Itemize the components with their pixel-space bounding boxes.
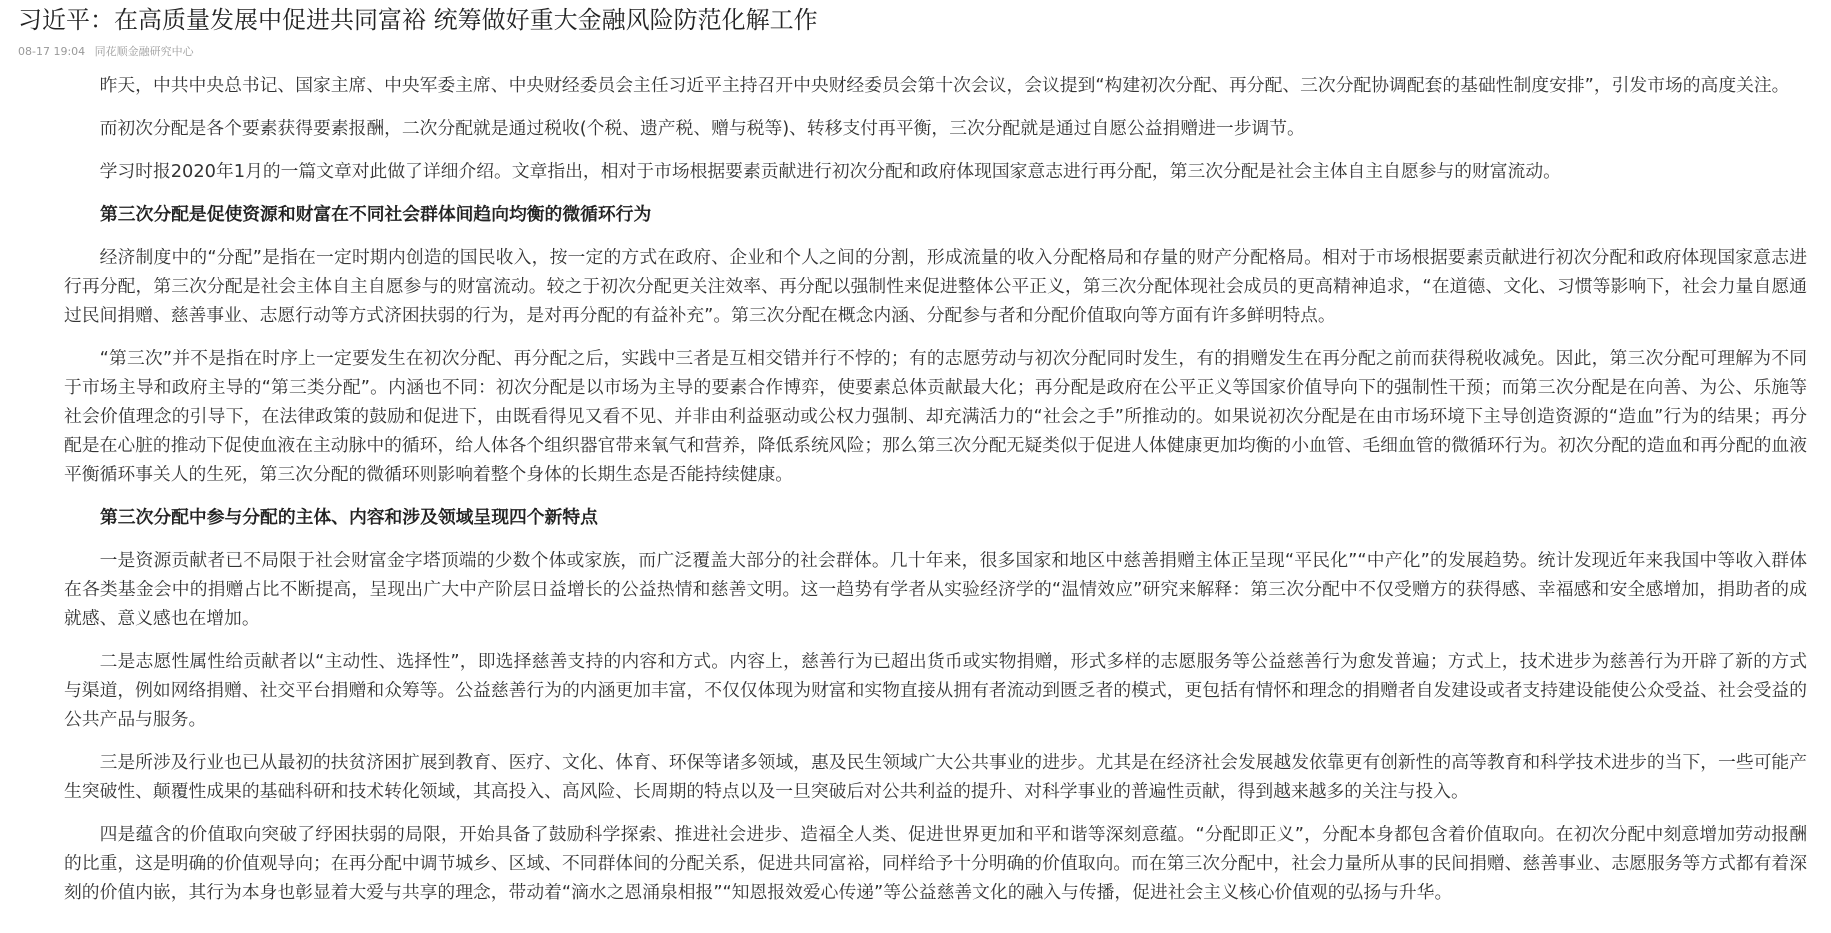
paragraph: 四是蕴含的价值取向突破了纾困扶弱的局限，开始具备了鼓励科学探索、推进社会进步、造福全人类、促进世界更加和平和谐等深刻意蕴。“分配即正义”，分配本身都包含着价值取向。在初次分配中刻意增加劳动报酬的比重，这是明确的价值观导向；在再分配中调节城乡、区域、不同群体间的分配关系，促进共同富裕，同样给予十分明确的价值取向。而在第三次分配中，社会力量所从事的民间捐赠、慈善事业、志愿服务等方式都有着深刻的价值内嵌，其行为本身也彰显着大爱与共享的理念，带动着“滴水之恩涌泉相报”“知恩报效爱心传递”等公益慈善文化的融入与传播，促进社会主义核心价值观的弘扬与升华。 (64, 824, 1807, 903)
paragraph: 经济制度中的“分配”是指在一定时期内创造的国民收入，按一定的方式在政府、企业和个人之间的分割，形成流量的收入分配格局和存量的财产分配格局。相对于市场根据要素贡献进行初次分配和政府体现国家意志进行再分配，第三次分配是社会主体自主自愿参与的财富流动。较之于初次分配更关注效率、再分配以强制性来促进整体公平正义，第三次分配体现社会成员的更高精神追求，“在道德、文化、习惯等影响下，社会力量自愿通过民间捐赠、慈善事业、志愿行动等方式济困扶弱的行为，是对再分配的有益补充”。第三次分配在概念内涵、分配参与者和分配价值取向等方面有许多鲜明特点。 (64, 247, 1807, 326)
article-title: 习近平：在高质量发展中促进共同富裕 统筹做好重大金融风险防范化解工作 (18, 6, 818, 34)
section-heading: 第三次分配中参与分配的主体、内容和涉及领域呈现四个新特点 (100, 507, 598, 528)
article-body (18, 71, 1813, 907)
paragraph: 二是志愿性属性给贡献者以“主动性、选择性”，即选择慈善支持的内容和方式。内容上，慈善行为已超出货币或实物捐赠，形式多样的志愿服务等公益慈善行为愈发普遍；方式上，技术进步为慈善行为开辟了新的方式与渠道，例如网络捐赠、社交平台捐赠和众筹等。公益慈善行为的内涵更加丰富，不仅仅体现为财富和实物直接从拥有者流动到匮乏者的模式，更包括有情怀和理念的捐赠者自发建设或者支持建设能使公众受益、社会受益的公共产品与服务。 (64, 651, 1807, 730)
source-link[interactable]: 同花顺金融研究中心 (94, 45, 194, 58)
paragraph: 一是资源贡献者已不局限于社会财富金字塔顶端的少数个体或家族，而广泛覆盖大部分的社会群体。几十年来，很多国家和地区中慈善捐赠主体正呈现“平民化”“中产化”的发展趋势。统计发现近年来我国中等收入群体在各类基金会中的捐赠占比不断提高，呈现出广大中产阶层日益增长的公益热情和慈善文明。这一趋势有学者从实验经济学的“温情效应”研究来解释：第三次分配中不仅受赠方的获得感、幸福感和安全感增加，捐助者的成就感、意义感也在增加。 (64, 550, 1807, 629)
paragraph: 而初次分配是各个要素获得要素报酬，二次分配就是通过税收(个税、遗产税、赠与税等)、转移支付再平衡，三次分配就是通过自愿公益捐赠进一步调节。 (99, 118, 1305, 139)
section-heading: 第三次分配是促使资源和财富在不同社会群体间趋向均衡的微循环行为 (100, 204, 652, 225)
publish-time: 08-17 19:04 (18, 45, 86, 58)
paragraph: 学习时报2020年1月的一篇文章对此做了详细介绍。文章指出，相对于市场根据要素贡献进行初次分配和政府体现国家意志进行再分配，第三次分配是社会主体自主自愿参与的财富流动。 (99, 161, 1561, 182)
article-meta (18, 45, 1813, 59)
paragraph: 昨天，中共中央总书记、国家主席、中央军委主席、中央财经委员会主任习近平主持召开中央财经委员会第十次会议，会议提到“构建初次分配、再分配、三次分配协调配套的基础性制度安排”，引发市场的高度关注。 (99, 75, 1790, 96)
paragraph: 三是所涉及行业也已从最初的扶贫济困扩展到教育、医疗、文化、体育、环保等诸多领域，惠及民生领域广大公共事业的进步。尤其是在经济社会发展越发依靠更有创新性的高等教育和科学技术进步的当下，一些可能产生突破性、颠覆性成果的基础科研和技术转化领域，其高投入、高风险、长周期的特点以及一旦突破后对公共利益的提升、对科学事业的普遍性贡献，得到越来越多的关注与投入。 (64, 752, 1807, 802)
paragraph: “第三次”并不是指在时序上一定要发生在初次分配、再分配之后，实践中三者是互相交错并行不悖的；有的志愿劳动与初次分配同时发生，有的捐赠发生在再分配之前而获得税收减免。因此，第三次分配可理解为不同于市场主导和政府主导的“第三类分配”。内涵也不同：初次分配是以市场为主导的要素合作博弈，使要素总体贡献最大化；再分配是政府在公平正义等国家价值导向下的强制性干预；而第三次分配是在向善、为公、乐施等社会价值理念的引导下，在法律政策的鼓励和促进下，由既看得见又看不见、并非由利益驱动或公权力强制、却充满活力的“社会之手”所推动的。如果说初次分配是在由市场环境下主导创造资源的“造血”行为的结果；再分配是在心脏的推动下促使血液在主动脉中的循环，给人体各个组织器官带来氧气和营养，降低系统风险；那么第三次分配无疑类似于促进人体健康更加均衡的小血管、毛细血管的微循环行为。初次分配的造血和再分配的血液平衡循环事关人的生死，第三次分配的微循环则影响着整个身体的长期生态是否能持续健康。 (64, 348, 1807, 485)
